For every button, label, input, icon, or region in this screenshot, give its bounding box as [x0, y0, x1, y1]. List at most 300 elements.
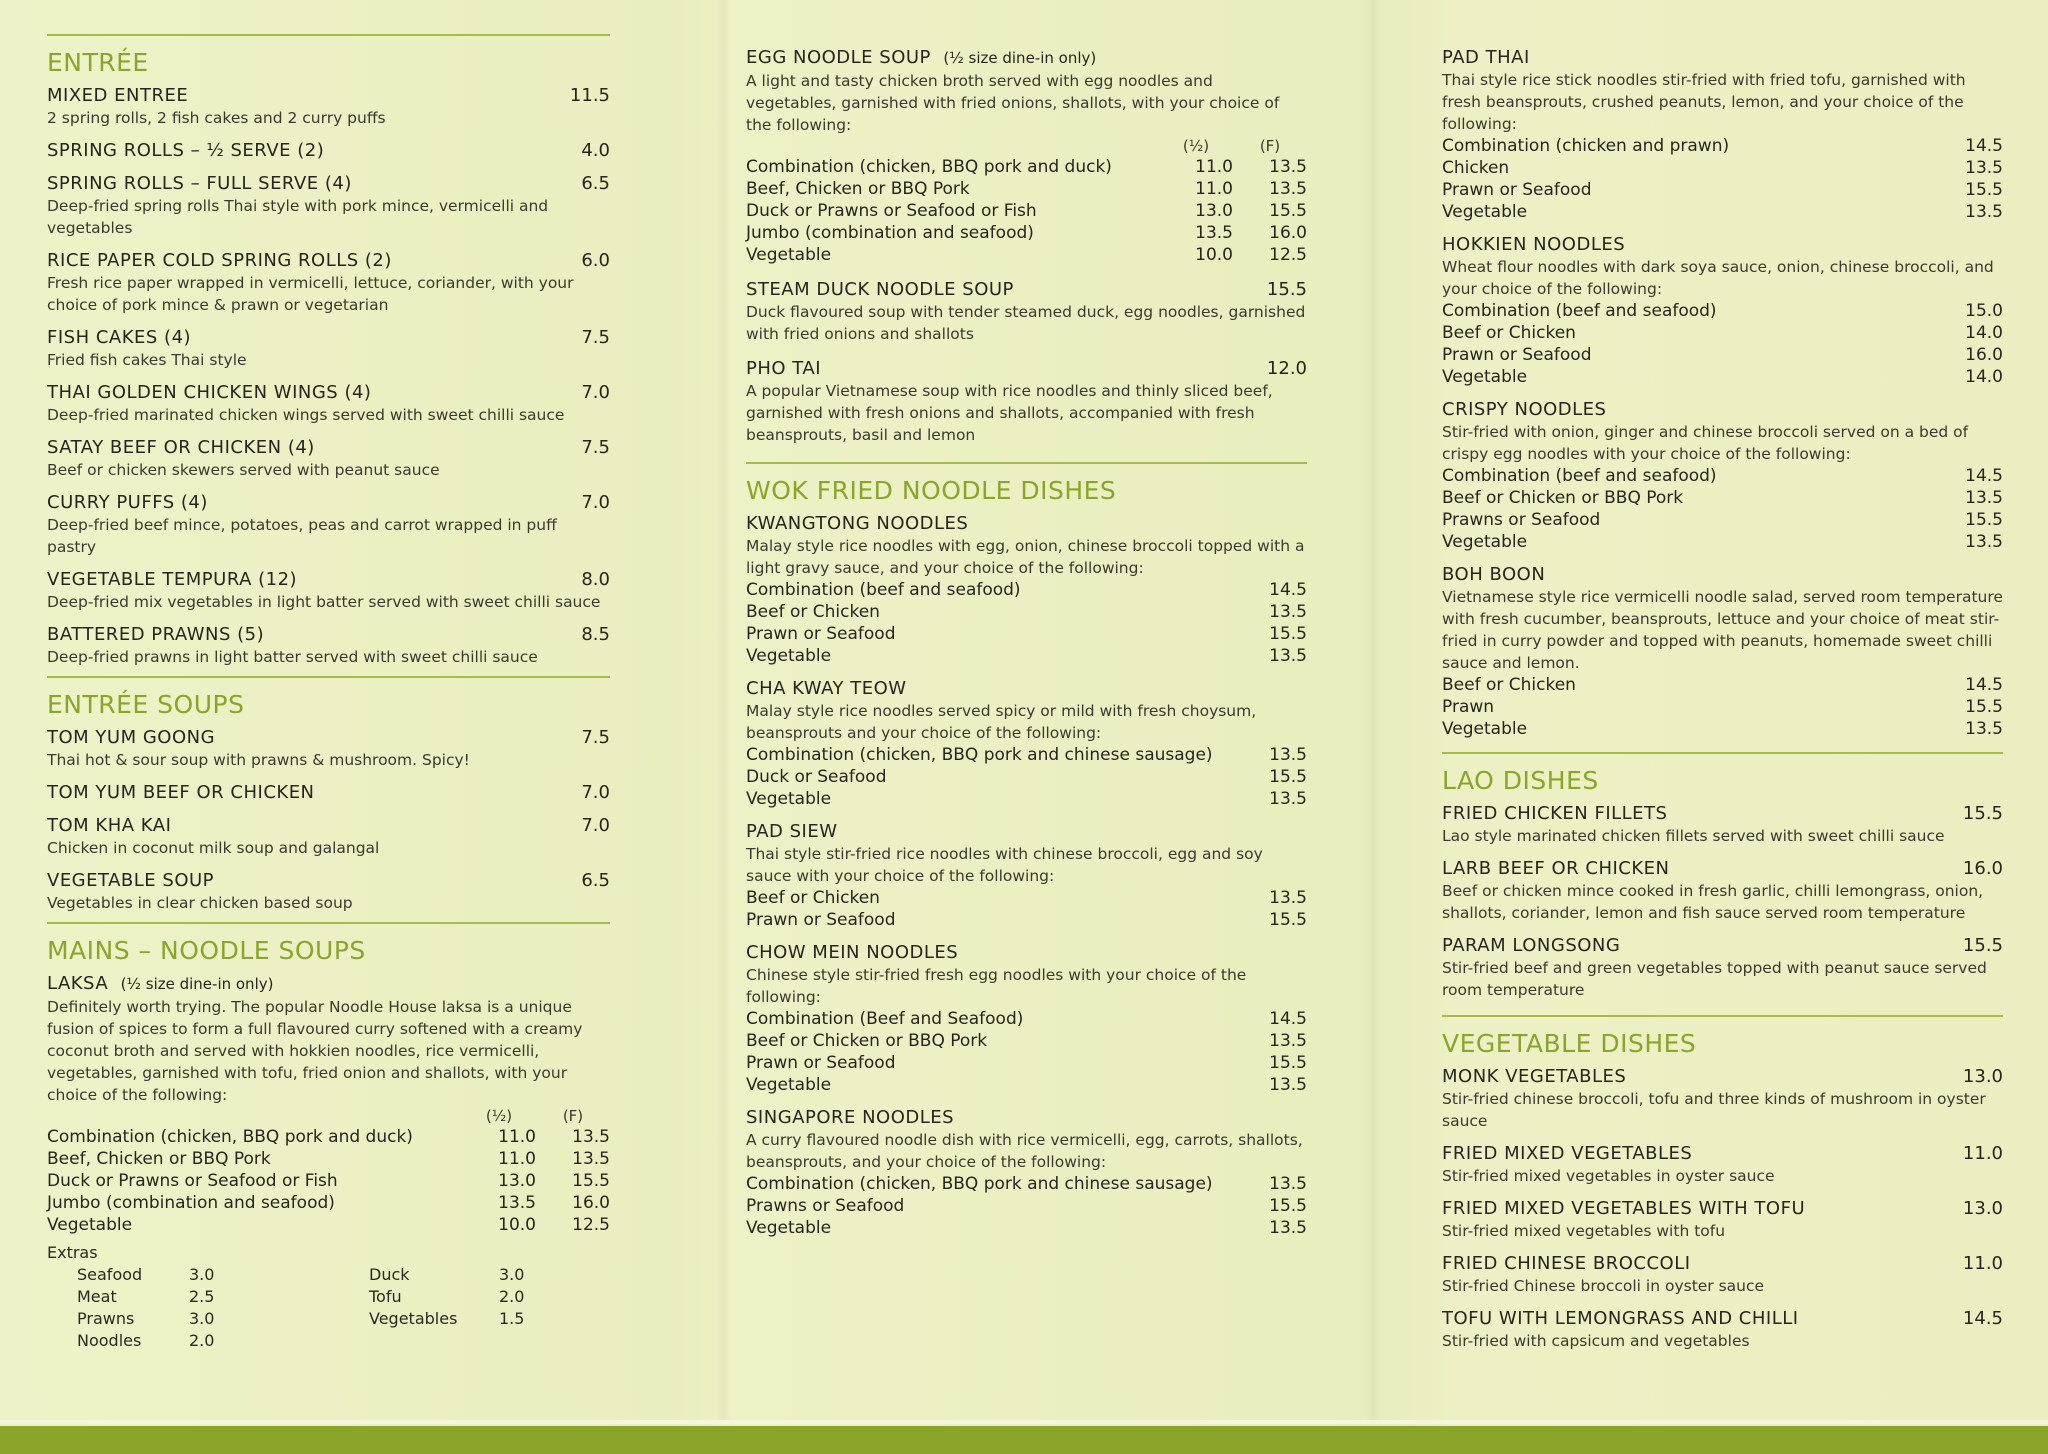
- option-label: Vegetable: [746, 1075, 832, 1095]
- option-label: Beef or Chicken: [746, 888, 880, 908]
- item-name: KWANGTONG NOODLES: [746, 513, 969, 534]
- item-header: [1442, 1252, 2003, 1275]
- section-rule: [47, 922, 610, 924]
- item-header: [47, 172, 610, 195]
- item-description: Malay style rice noodles served spicy or mild with fresh choysum, beansprouts and your choice of the following:: [746, 702, 1257, 742]
- option-label: Jumbo (combination and seafood): [47, 1193, 335, 1213]
- item-description: Stir-fried with capsicum and vegetables: [1442, 1332, 1750, 1350]
- extra-price: 2.0: [499, 1287, 525, 1306]
- full-price: 13.5: [1269, 179, 1307, 199]
- option-price: 13.5: [1269, 1075, 1307, 1095]
- item-name: STEAM DUCK NOODLE SOUP: [746, 279, 1014, 300]
- extra-price: 3.0: [499, 1265, 525, 1284]
- option-row: [1442, 366, 2003, 388]
- item-description: Deep-fried spring rolls Thai style with pork mince, vermicelli and vegetables: [47, 197, 549, 237]
- full-price: 13.5: [572, 1127, 610, 1147]
- option-row: [746, 623, 1307, 645]
- half-price: 13.0: [1195, 201, 1233, 221]
- item-price: 14.5: [1962, 1308, 2003, 1329]
- item-description: Stir-fried mixed vegetables with tofu: [1442, 1222, 1726, 1240]
- option-label: Combination (chicken, BBQ pork and chinese sausage): [746, 1174, 1213, 1194]
- option-price: 13.5: [1269, 745, 1307, 765]
- item-header: [746, 820, 1307, 843]
- option-label: Combination (beef and seafood): [1442, 466, 1717, 486]
- item-description: Stir-fried mixed vegetables in oyster sauce: [1442, 1167, 1775, 1185]
- menu-item: [1442, 857, 2003, 924]
- item-name: MIXED ENTREE: [47, 85, 189, 106]
- size-header: [746, 136, 1307, 156]
- option-row: [1442, 487, 2003, 509]
- item-description: Malay style rice noodles with egg, onion, chinese broccoli topped with a light gravy sauce, and your choice of the following:: [746, 537, 1305, 577]
- item-name: FRIED MIXED VEGETABLES WITH TOFU: [1442, 1198, 1806, 1219]
- half-size-label: (½): [485, 1107, 513, 1125]
- item-name: VEGETABLE TEMPURA (12): [47, 569, 298, 590]
- option-row: [1442, 300, 2003, 322]
- item-price: 15.5: [1962, 935, 2003, 956]
- item-price: 4.0: [581, 140, 610, 161]
- full-price: 12.5: [1269, 245, 1307, 265]
- option-row: [1442, 179, 2003, 201]
- option-label: Vegetable: [746, 245, 832, 265]
- menu-item: [47, 491, 610, 558]
- item-description: Chinese style stir-fried fresh egg noodles with your choice of the following:: [746, 966, 1247, 1006]
- item-header: [47, 491, 610, 514]
- option-row: [746, 645, 1307, 667]
- item-name: SATAY BEEF OR CHICKEN (4): [47, 437, 315, 458]
- option-label: Prawn or Seafood: [1442, 345, 1592, 365]
- extra-label: Tofu: [369, 1287, 402, 1306]
- option-row: [746, 244, 1307, 266]
- option-price: 15.5: [1269, 1196, 1307, 1216]
- item-price: 15.5: [1962, 803, 2003, 824]
- extra-price: 1.5: [499, 1309, 525, 1328]
- item-header: [1442, 233, 2003, 256]
- menu-item: [47, 139, 610, 162]
- option-row: [746, 1052, 1307, 1074]
- option-row: [1442, 718, 2003, 740]
- option-row: [746, 887, 1307, 909]
- option-row: [1442, 674, 2003, 696]
- option-row: [746, 788, 1307, 810]
- item-name: FRIED CHINESE BROCCOLI: [1442, 1253, 1691, 1274]
- item-description: Fresh rice paper wrapped in vermicelli, lettuce, coriander, with your choice of pork mince & prawn or vegetarian: [47, 274, 574, 314]
- option-row: [746, 178, 1307, 200]
- item-description: Thai style rice stick noodles stir-fried with fried tofu, garnished with fresh beansprouts, crushed peanuts, lemon, and your choice of the following:: [1442, 71, 1966, 133]
- item-name: LARB BEEF OR CHICKEN: [1442, 858, 1670, 879]
- item-header: [47, 814, 610, 837]
- option-label: Beef or Chicken: [746, 602, 880, 622]
- item-name: CHOW MEIN NOODLES: [746, 942, 959, 963]
- option-label: Prawn or Seafood: [746, 1053, 896, 1073]
- section-rule: [47, 676, 610, 678]
- soup-list: [47, 726, 610, 914]
- item-name: RICE PAPER COLD SPRING ROLLS (2): [47, 250, 392, 271]
- full-price: 16.0: [1269, 223, 1307, 243]
- option-label: Vegetable: [1442, 367, 1528, 387]
- option-price: 14.5: [1269, 580, 1307, 600]
- item-description: Stir-fried Chinese broccoli in oyster sauce: [1442, 1277, 1765, 1295]
- option-row: [746, 601, 1307, 623]
- item-price: 7.5: [581, 727, 610, 748]
- option-row: [746, 156, 1307, 178]
- option-label: Prawn: [1442, 697, 1495, 717]
- extra-price: 2.5: [189, 1287, 215, 1306]
- item-header: [1442, 1142, 2003, 1165]
- half-size-label: (½): [1182, 137, 1210, 155]
- item-header: [47, 623, 610, 646]
- option-price: 16.0: [1965, 345, 2003, 365]
- lao-list: [1442, 802, 2003, 1001]
- menu-item: [746, 677, 1307, 810]
- option-price: 14.5: [1965, 675, 2003, 695]
- item-description: Deep-fried beef mince, potatoes, peas and carrot wrapped in puff pastry: [47, 516, 557, 556]
- item-description: Beef or chicken mince cooked in fresh garlic, chilli lemongrass, onion, shallots, coriander, lemon and fish sauce served room temperature: [1442, 882, 1984, 922]
- option-row: [746, 744, 1307, 766]
- option-row: [1442, 696, 2003, 718]
- half-price: 13.0: [498, 1171, 536, 1191]
- full-price: 13.5: [1269, 157, 1307, 177]
- option-label: Vegetable: [746, 1218, 832, 1238]
- menu-item: [47, 172, 610, 239]
- option-row: [746, 766, 1307, 788]
- item-description: Deep-fried mix vegetables in light batter served with sweet chilli sauce: [47, 593, 601, 611]
- extra-label: Vegetables: [369, 1309, 458, 1328]
- option-row: [1442, 531, 2003, 553]
- item-description: A curry flavoured noodle dish with rice vermicelli, egg, carrots, shallots, beansprouts, and your choice of the following:: [746, 1131, 1303, 1171]
- item-name: SINGAPORE NOODLES: [746, 1107, 955, 1128]
- menu-item: [1442, 1307, 2003, 1352]
- footer-bar: [0, 1426, 2048, 1454]
- option-price: 15.5: [1269, 910, 1307, 930]
- extra-label: Seafood: [77, 1265, 143, 1284]
- option-label: Jumbo (combination and seafood): [746, 223, 1034, 243]
- extra-price: [499, 1330, 559, 1352]
- item-header: [47, 781, 610, 804]
- menu-item-pho-tai: [746, 357, 1307, 446]
- option-price: 15.5: [1269, 624, 1307, 644]
- option-price: 13.5: [1965, 488, 2003, 508]
- item-header: [1442, 1065, 2003, 1088]
- extra-price: 2.0: [189, 1331, 215, 1350]
- half-price: 10.0: [498, 1215, 536, 1235]
- option-price: 15.5: [1269, 767, 1307, 787]
- option-price: 13.5: [1269, 1031, 1307, 1051]
- option-label: Prawns or Seafood: [1442, 510, 1601, 530]
- item-header: [1442, 857, 2003, 880]
- item-price: 13.0: [1962, 1066, 2003, 1087]
- option-label: Vegetable: [1442, 532, 1528, 552]
- item-name: FISH CAKES (4): [47, 327, 192, 348]
- item-name: BOH BOON: [1442, 564, 1546, 585]
- half-price: 11.0: [1195, 157, 1233, 177]
- option-price: 14.5: [1965, 466, 2003, 486]
- option-price: 13.5: [1269, 888, 1307, 908]
- item-header: [1442, 802, 2003, 825]
- item-name: TOFU WITH LEMONGRASS AND CHILLI: [1442, 1308, 1799, 1329]
- option-label: Combination (chicken, BBQ pork and chinese sausage): [746, 745, 1213, 765]
- menu-item: [1442, 1142, 2003, 1187]
- option-label: Duck or Prawns or Seafood or Fish: [746, 201, 1037, 221]
- option-label: Combination (chicken, BBQ pork and duck): [47, 1127, 413, 1147]
- option-row: [47, 1170, 610, 1192]
- option-label: Duck or Prawns or Seafood or Fish: [47, 1171, 338, 1191]
- extra-label: Noodles: [77, 1331, 142, 1350]
- item-name: CURRY PUFFS (4): [47, 492, 208, 513]
- option-row: [746, 579, 1307, 601]
- option-label: Duck or Seafood: [746, 767, 887, 787]
- item-description: Deep-fried prawns in light batter served with sweet chilli sauce: [47, 648, 538, 666]
- item-name: HOKKIEN NOODLES: [1442, 234, 1626, 255]
- item-price: 11.0: [1962, 1143, 2003, 1164]
- half-price: 13.5: [1195, 223, 1233, 243]
- item-price: 11.0: [1962, 1253, 2003, 1274]
- option-row: [1442, 344, 2003, 366]
- wok-list: [746, 512, 1307, 1239]
- option-price: 15.5: [1269, 1053, 1307, 1073]
- item-header: [1442, 1307, 2003, 1330]
- item-price: 12.0: [1266, 358, 1307, 379]
- option-price: 13.5: [1965, 719, 2003, 739]
- item-price: 7.0: [581, 492, 610, 513]
- option-row: [746, 222, 1307, 244]
- option-row: [746, 1217, 1307, 1239]
- full-price: 16.0: [572, 1193, 610, 1213]
- section-title-lao: LAO DISHES: [1442, 766, 1599, 795]
- item-name: MONK VEGETABLES: [1442, 1066, 1627, 1087]
- item-price: 15.5: [1266, 279, 1307, 300]
- menu-item: [47, 381, 610, 426]
- item-name: VEGETABLE SOUP: [47, 870, 215, 891]
- menu-item-egg-noodle-soup: [746, 46, 1307, 266]
- option-row: [1442, 465, 2003, 487]
- option-row: [746, 1074, 1307, 1096]
- item-price: 6.0: [581, 250, 610, 271]
- option-row: [47, 1214, 610, 1236]
- full-size-label: (F): [1259, 137, 1281, 155]
- item-name: SPRING ROLLS – FULL SERVE (4): [47, 173, 352, 194]
- section-title-entree: ENTRÉE: [47, 48, 149, 77]
- option-label: Vegetable: [746, 789, 832, 809]
- full-price: 15.5: [1269, 201, 1307, 221]
- item-description: Definitely worth trying. The popular Noodle House laksa is a unique fusion of spices to form a full flavoured curry softened with a creamy coconut broth and served with hokkien noodles, rice vermicelli, vegetables, garnished with tofu, fried onion and shallots, with your choice of the following:: [47, 998, 583, 1104]
- item-name: LAKSA: [47, 973, 109, 994]
- extra-label: Prawns: [77, 1309, 135, 1328]
- full-size-label: (F): [562, 1107, 584, 1125]
- section-rule: [1442, 752, 2003, 754]
- menu-item: [47, 326, 610, 371]
- menu-item: [1442, 934, 2003, 1001]
- option-price: 15.0: [1965, 301, 2003, 321]
- item-name: TOM KHA KAI: [47, 815, 172, 836]
- item-header: [47, 326, 610, 349]
- option-price: 14.5: [1965, 136, 2003, 156]
- item-header: [1442, 46, 2003, 69]
- option-label: Prawn or Seafood: [1442, 180, 1592, 200]
- menu-column-2: [746, 30, 1307, 1239]
- extra-label: Meat: [77, 1287, 117, 1306]
- half-price: 11.0: [498, 1127, 536, 1147]
- item-description: Stir-fried chinese broccoli, tofu and three kinds of mushroom in oyster sauce: [1442, 1090, 1986, 1130]
- option-price: 13.5: [1269, 1174, 1307, 1194]
- section-title-wok: WOK FRIED NOODLE DISHES: [746, 476, 1117, 505]
- option-label: Beef or Chicken: [1442, 675, 1576, 695]
- option-row: [1442, 135, 2003, 157]
- option-row: [1442, 157, 2003, 179]
- item-price: 6.5: [581, 870, 610, 891]
- item-name: FRIED CHICKEN FILLETS: [1442, 803, 1668, 824]
- option-price: 15.5: [1965, 180, 2003, 200]
- menu-item: [746, 820, 1307, 931]
- option-price: 13.5: [1965, 202, 2003, 222]
- vegetable-list: [1442, 1065, 2003, 1352]
- item-description: Lao style marinated chicken fillets served with sweet chilli sauce: [1442, 827, 1945, 845]
- item-header: [47, 139, 610, 162]
- item-name: PHO TAI: [746, 358, 821, 379]
- item-price: 7.5: [581, 327, 610, 348]
- item-name: SPRING ROLLS – ½ SERVE (2): [47, 140, 325, 161]
- entree-list: [47, 84, 610, 668]
- fold-line: [716, 0, 730, 1420]
- fold-line: [1366, 0, 1380, 1420]
- option-price: 13.5: [1965, 158, 2003, 178]
- item-description: Vegetables in clear chicken based soup: [47, 894, 353, 912]
- option-price: 13.5: [1269, 789, 1307, 809]
- item-name: PAD THAI: [1442, 47, 1530, 68]
- item-header: [47, 381, 610, 404]
- option-label: Combination (Beef and Seafood): [746, 1009, 1024, 1029]
- section-rule: [746, 462, 1307, 464]
- item-header: [746, 1106, 1307, 1129]
- option-label: Beef, Chicken or BBQ Pork: [47, 1149, 271, 1169]
- item-name: TOM YUM GOONG: [47, 727, 216, 748]
- menu-item: [1442, 1197, 2003, 1242]
- extra-price: 3.0: [189, 1265, 215, 1284]
- option-row: [47, 1126, 610, 1148]
- menu-item: [746, 512, 1307, 667]
- item-header: [47, 84, 610, 107]
- item-description: A popular Vietnamese soup with rice noodles and thinly sliced beef, garnished with fresh onions and shallots, accompanied with fresh beansprouts, basil and lemon: [746, 382, 1273, 444]
- option-label: Vegetable: [1442, 719, 1528, 739]
- item-price: 16.0: [1962, 858, 2003, 879]
- option-label: Beef or Chicken: [1442, 323, 1576, 343]
- item-header: [1442, 398, 2003, 421]
- size-header: [47, 1106, 610, 1126]
- option-label: Prawns or Seafood: [746, 1196, 905, 1216]
- menu-item: [1442, 563, 2003, 740]
- item-name: CHA KWAY TEOW: [746, 678, 907, 699]
- menu-item: [47, 568, 610, 613]
- item-price: 11.5: [569, 85, 610, 106]
- option-label: Combination (beef and seafood): [746, 580, 1021, 600]
- option-row: [746, 909, 1307, 931]
- section-title-entree-soups: ENTRÉE SOUPS: [47, 690, 245, 719]
- item-description: Deep-fried marinated chicken wings served with sweet chilli sauce: [47, 406, 565, 424]
- menu-item: [1442, 1252, 2003, 1297]
- full-price: 12.5: [572, 1215, 610, 1235]
- extra-price: 3.0: [189, 1309, 215, 1328]
- item-description: Stir-fried with onion, ginger and chinese broccoli served on a bed of crispy egg noodles with your choice of the following:: [1442, 423, 1969, 463]
- item-description: Duck flavoured soup with tender steamed duck, egg noodles, garnished with fried onions and shallots: [746, 303, 1306, 343]
- item-name: PARAM LONGSONG: [1442, 935, 1621, 956]
- option-list: [47, 1126, 610, 1236]
- menu-item: [47, 249, 610, 316]
- option-price: 15.5: [1965, 510, 2003, 530]
- item-header: [746, 677, 1307, 700]
- option-row: [1442, 322, 2003, 344]
- menu-item: [47, 436, 610, 481]
- option-label: Combination (chicken, BBQ pork and duck): [746, 157, 1112, 177]
- option-price: 14.0: [1965, 367, 2003, 387]
- option-row: [746, 1195, 1307, 1217]
- option-price: 13.5: [1269, 602, 1307, 622]
- option-row: [746, 200, 1307, 222]
- item-name: FRIED MIXED VEGETABLES: [1442, 1143, 1693, 1164]
- item-price: 7.0: [581, 815, 610, 836]
- option-price: 14.5: [1269, 1009, 1307, 1029]
- section-title-mains: MAINS – NOODLE SOUPS: [47, 936, 366, 965]
- option-label: Vegetable: [746, 646, 832, 666]
- item-header: [746, 941, 1307, 964]
- full-price: 15.5: [572, 1171, 610, 1191]
- option-label: Prawn or Seafood: [746, 910, 896, 930]
- item-name: PAD SIEW: [746, 821, 838, 842]
- menu-item: [1442, 233, 2003, 388]
- option-row: [746, 1030, 1307, 1052]
- menu-item: [47, 781, 610, 804]
- extra-label: Duck: [369, 1265, 410, 1284]
- half-price: 11.0: [498, 1149, 536, 1169]
- option-label: Combination (beef and seafood): [1442, 301, 1717, 321]
- item-description: Fried fish cakes Thai style: [47, 351, 247, 369]
- item-header: [47, 726, 610, 749]
- item-price: 7.0: [581, 782, 610, 803]
- option-price: 13.5: [1269, 1218, 1307, 1238]
- footer-stripe: [0, 1420, 2048, 1424]
- option-price: 14.0: [1965, 323, 2003, 343]
- section-rule: [1442, 1015, 2003, 1017]
- item-description: A light and tasty chicken broth served with egg noodles and vegetables, garnished with fried onions, shallots, with your choice of the following:: [746, 72, 1280, 134]
- half-price: 10.0: [1195, 245, 1233, 265]
- option-price: 15.5: [1965, 697, 2003, 717]
- extras-title: Extras: [47, 1243, 98, 1262]
- item-header: [47, 568, 610, 591]
- menu-item: [47, 84, 610, 129]
- option-label: Beef or Chicken or BBQ Pork: [746, 1031, 988, 1051]
- item-description: Vietnamese style rice vermicelli noodle salad, served room temperature with fresh cucumber, beansprouts, lettuce and your choice of meat stir-fried in curry powder and topped with peanuts, homemade sweet chilli sauce and lemon.: [1442, 588, 2003, 672]
- noodle-list: [1442, 46, 2003, 740]
- item-price: 7.0: [581, 382, 610, 403]
- option-label: Vegetable: [1442, 202, 1528, 222]
- item-header: [1442, 563, 2003, 586]
- item-description: Stir-fried beef and green vegetables topped with peanut sauce served room temperature: [1442, 959, 1987, 999]
- menu-item-laksa: [47, 972, 610, 1352]
- option-price: 13.5: [1965, 532, 2003, 552]
- menu-item: [47, 623, 610, 668]
- extra-label: [369, 1330, 499, 1352]
- item-header: [746, 512, 1307, 535]
- menu-item: [1442, 1065, 2003, 1132]
- item-name: TOM YUM BEEF OR CHICKEN: [47, 782, 315, 803]
- option-row: [746, 1173, 1307, 1195]
- item-price: 6.5: [581, 173, 610, 194]
- item-header: [47, 869, 610, 892]
- menu-item: [746, 1106, 1307, 1239]
- item-header: [1442, 934, 2003, 957]
- menu-item: [746, 941, 1307, 1096]
- item-description: Wheat flour noodles with dark soya sauce, onion, chinese broccoli, and your choice of the following:: [1442, 258, 1994, 298]
- menu-item: [47, 869, 610, 914]
- menu-column-1: [47, 30, 610, 1352]
